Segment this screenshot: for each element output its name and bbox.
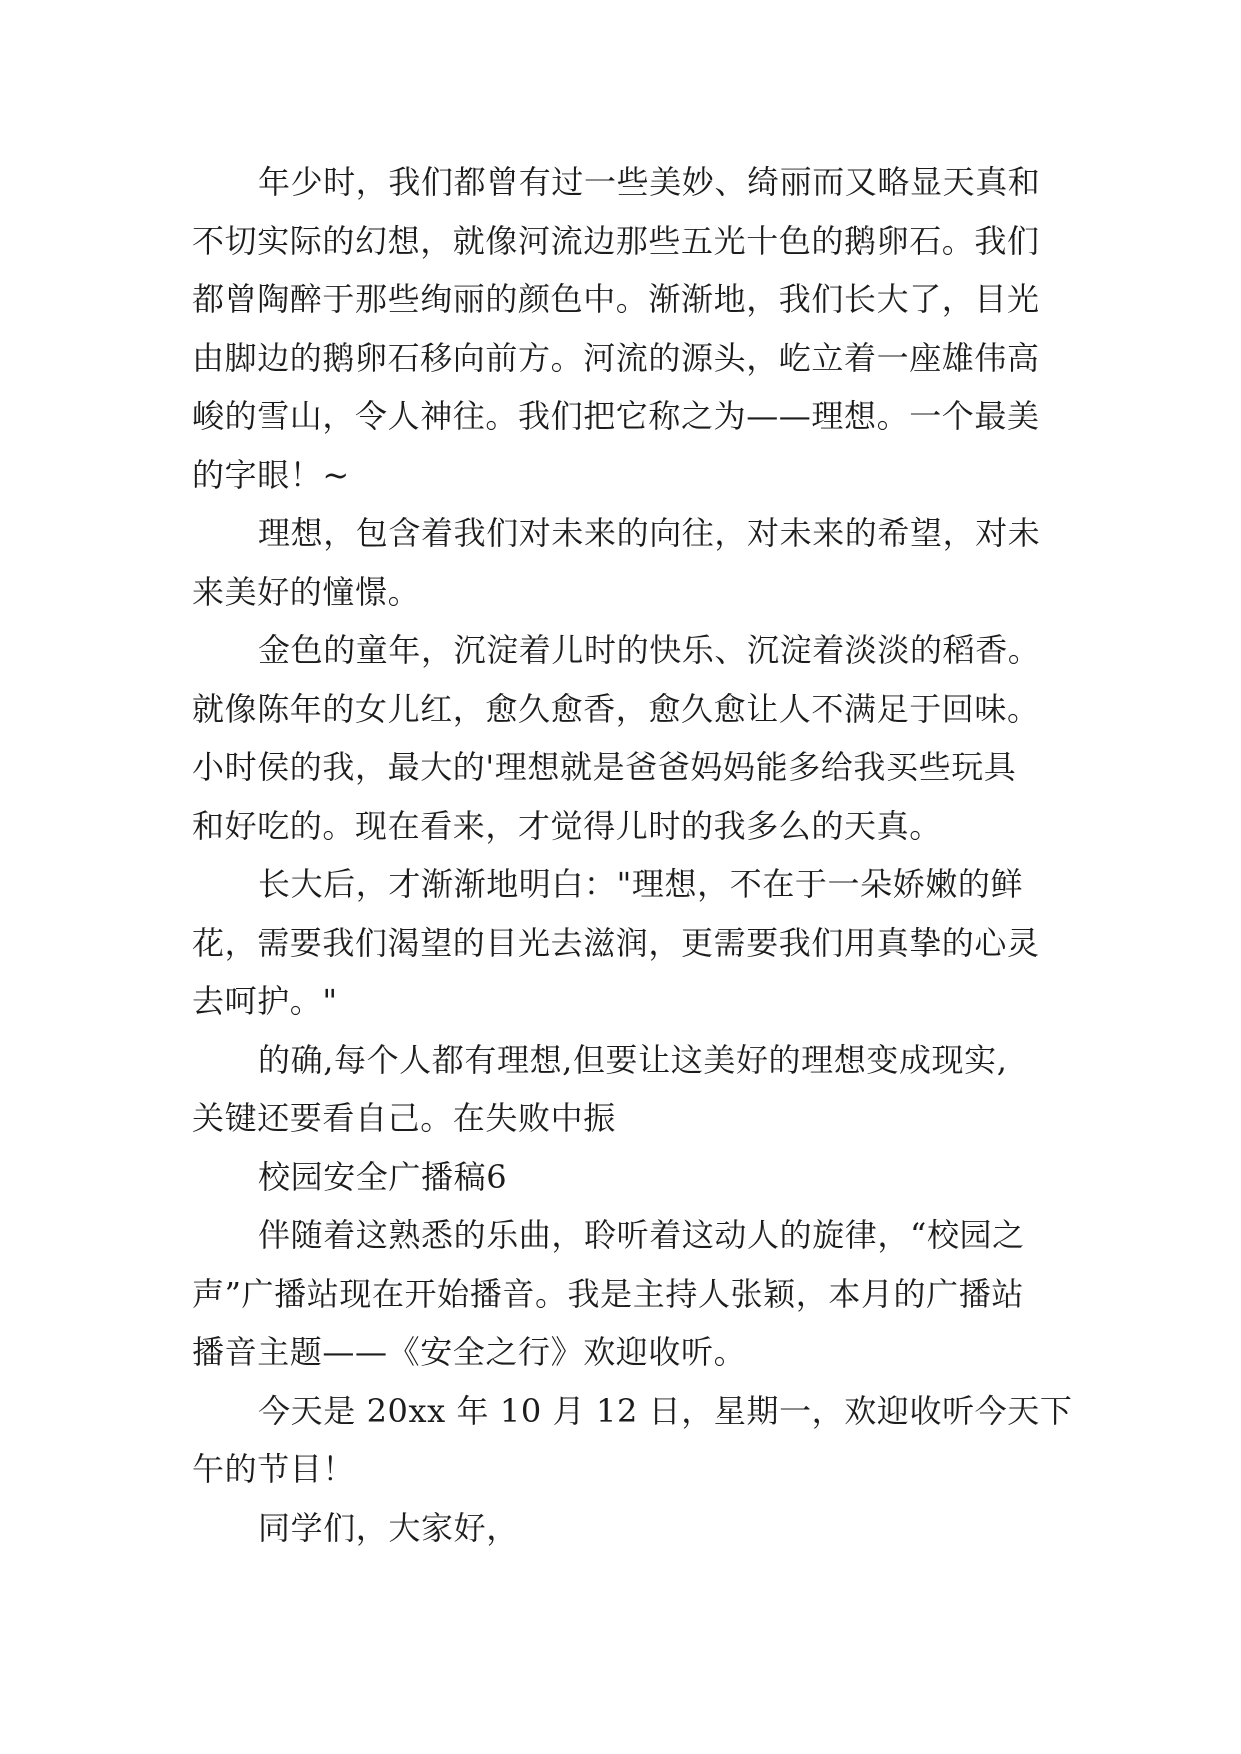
paragraph bbox=[192, 1206, 1092, 1382]
text-line: 由脚边的鹅卵石移向前方。河流的源头，屹立着一座雄伟高 bbox=[192, 338, 1040, 377]
text-line: 理想，包含着我们对未来的向往，对未来的希望，对未 bbox=[258, 514, 1041, 552]
text-line: 和好吃的。现在看来，才觉得儿时的我多么的天真。 bbox=[192, 806, 942, 845]
text-line: 花，需要我们渴望的目光去滋润，更需要我们用真挚的心灵 bbox=[192, 923, 1040, 962]
heading-text: 校园安全广播稿6 bbox=[258, 1157, 508, 1196]
text-line: 金色的童年，沉淀着儿时的快乐、沉淀着淡淡的稻香。 bbox=[258, 631, 1041, 669]
text-line: 关键还要看自己。在失败中振 bbox=[192, 1099, 616, 1137]
section-heading bbox=[192, 1148, 1092, 1207]
text-line: 午的节目！ bbox=[192, 1450, 356, 1488]
text-line: 去呵护。" bbox=[192, 982, 338, 1020]
text-line: 同学们，大家好， bbox=[258, 1508, 519, 1547]
text-line: 就像陈年的女儿红，愈久愈香，愈久愈让人不满足于回味。 bbox=[192, 689, 1040, 728]
text-line: 峻的雪山，令人神往。我们把它称之为——理想。一个最美 bbox=[192, 397, 1040, 435]
text-line: 声”广播站现在开始播音。我是主持人张颖，本月的广播站 bbox=[192, 1274, 1024, 1313]
text-line: 年少时，我们都曾有过一些美妙、绮丽而又略显天真和 bbox=[258, 163, 1041, 201]
text-line: 都曾陶醉于那些绚丽的颜色中。渐渐地，我们长大了，目光 bbox=[192, 280, 1040, 318]
paragraph bbox=[192, 1382, 1092, 1499]
paragraph bbox=[192, 621, 1092, 855]
text-line: 今天是 20xx 年 10 月 12 日，星期一，欢迎收听今天下 bbox=[258, 1391, 1073, 1430]
text-line: 的字眼！~ bbox=[192, 455, 350, 494]
text-line: 不切实际的幻想，就像河流边那些五光十色的鹅卵石。我们 bbox=[192, 221, 1040, 260]
text-line: 播音主题——《安全之行》欢迎收听。 bbox=[192, 1333, 747, 1371]
paragraph bbox=[192, 504, 1092, 621]
text-line: 的确,每个人都有理想,但要让这美好的理想变成现实, bbox=[258, 1040, 1008, 1079]
paragraph bbox=[192, 1499, 1092, 1558]
text-line: 来美好的憧憬。 bbox=[192, 572, 421, 611]
text-line: 小时侯的我，最大的'理想就是爸爸妈妈能多给我买些玩具 bbox=[192, 748, 1017, 786]
text-line: 长大后，才渐渐地明白："理想，不在于一朵娇嫩的鲜 bbox=[258, 865, 1024, 903]
text-line: 伴随着这熟悉的乐曲，聆听着这动人的旋律，“校园之 bbox=[258, 1216, 1025, 1254]
paragraph bbox=[192, 1031, 1092, 1148]
paragraph bbox=[192, 153, 1092, 504]
paragraph bbox=[192, 855, 1092, 1031]
document-body bbox=[192, 153, 1092, 1557]
